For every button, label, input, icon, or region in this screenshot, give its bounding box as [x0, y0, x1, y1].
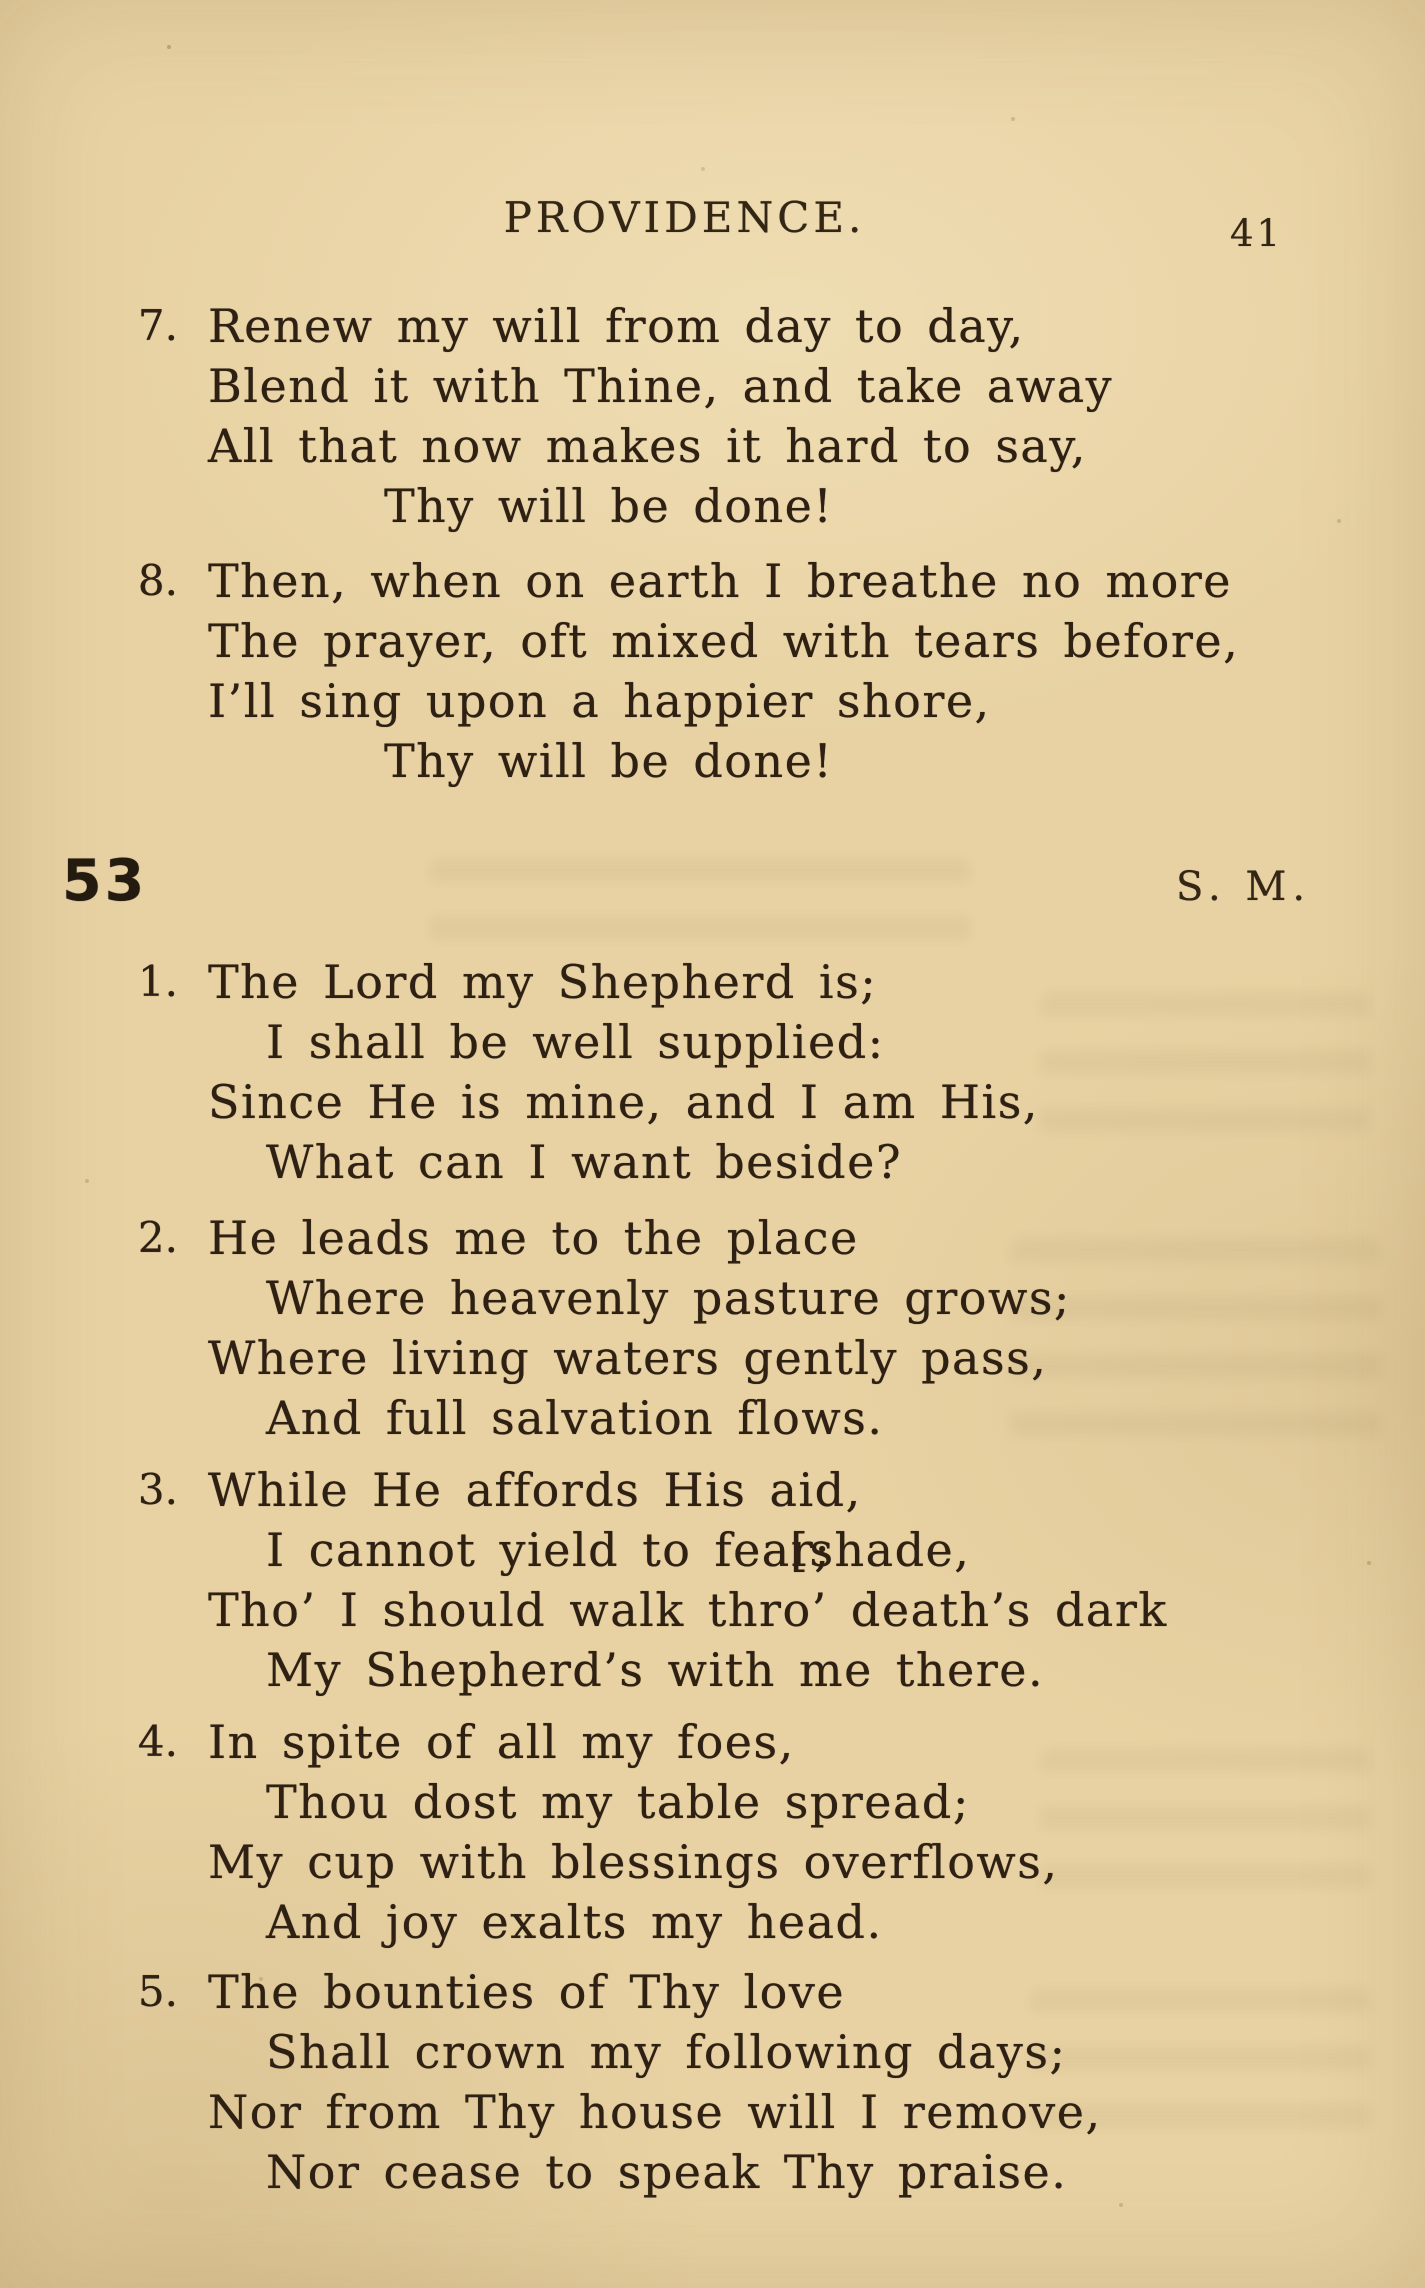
hymn-line-text: Shall crown my following days;	[266, 2025, 1067, 2079]
catchword: [shade,	[790, 1523, 971, 1577]
hymn-line	[0, 476, 1425, 536]
hymn-line-text: Where heavenly pasture grows;	[266, 1271, 1071, 1325]
hymn-heading	[0, 850, 1425, 922]
paper-specks	[0, 0, 2, 2]
hymn-line	[0, 731, 1425, 791]
hymn-line-text: Then, when on earth I breathe no more	[208, 554, 1232, 608]
hymn-line-text: While He affords His aid,	[208, 1463, 862, 1517]
stanza-number: 4.	[137, 1717, 178, 1766]
stanza-number: 7.	[137, 301, 178, 350]
hymn-line	[0, 2022, 1425, 2082]
hymn-line-text: I shall be well supplied:	[266, 1015, 885, 1069]
hymn-line	[0, 1772, 1425, 1832]
hymn-line	[0, 2142, 1425, 2202]
hymn-line	[0, 1012, 1425, 1072]
stanza-number: 3.	[137, 1465, 178, 1514]
hymn-line	[0, 611, 1425, 671]
hymn-line-text: Where living waters gently pass,	[208, 1331, 1048, 1385]
hymn-line-text: I cannot yield to fear;	[266, 1523, 832, 1577]
hymn-line	[0, 952, 1425, 1012]
hymn-line	[0, 551, 1425, 611]
stanza-number: 8.	[137, 556, 178, 605]
stanza-number: 2.	[137, 1213, 178, 1262]
hymn-line	[0, 1712, 1425, 1772]
page-number: 41	[1230, 212, 1284, 255]
hymn-line	[0, 1208, 1425, 1268]
stanza	[0, 1208, 1425, 1448]
hymn-line	[0, 1460, 1425, 1520]
hymn-line-text: My Shepherd’s with me there.	[266, 1643, 1045, 1697]
stanza-number: 1.	[137, 957, 178, 1006]
hymn-line-text: Renew my will from day to day,	[208, 299, 1025, 353]
hymn-number: 53	[62, 848, 148, 914]
stanza	[0, 296, 1425, 536]
hymn-line	[0, 1520, 1425, 1580]
hymn-line-text: Since He is mine, and I am His,	[208, 1075, 1039, 1129]
hymn-line	[0, 671, 1425, 731]
hymn-line-text: Thy will be done!	[384, 479, 834, 533]
stanza-number: 5.	[137, 1967, 178, 2016]
hymn-line	[0, 1132, 1425, 1192]
hymn-line	[0, 1072, 1425, 1132]
hymn-line-text: In spite of all my foes,	[208, 1715, 795, 1769]
section-header: PROVIDENCE.	[503, 193, 866, 242]
hymn-line	[0, 296, 1425, 356]
hymn-line-text: Tho’ I should walk thro’ death’s dark	[208, 1583, 1168, 1637]
hymn-line	[0, 1892, 1425, 1952]
hymn-line-text: The prayer, oft mixed with tears before,	[208, 614, 1240, 668]
hymn-line-text: And full salvation flows.	[266, 1391, 884, 1445]
hymn-meter: S. M.	[1176, 864, 1312, 910]
hymn-line	[0, 1580, 1425, 1640]
hymn-line-text: And joy exalts my head.	[266, 1895, 883, 1949]
hymn-line-text: Thy will be done!	[384, 734, 834, 788]
hymn-line	[0, 356, 1425, 416]
hymn-line-text: The bounties of Thy love	[208, 1965, 846, 2019]
stanza	[0, 952, 1425, 1192]
hymn-line-text: What can I want beside?	[266, 1135, 903, 1189]
stanza	[0, 551, 1425, 791]
stanza	[0, 1460, 1425, 1700]
hymn-line-text: He leads me to the place	[208, 1211, 859, 1265]
hymn-line	[0, 1268, 1425, 1328]
stanza	[0, 1962, 1425, 2202]
hymn-line	[0, 1640, 1425, 1700]
stanza	[0, 1712, 1425, 1952]
hymn-line-text: The Lord my Shepherd is;	[208, 955, 878, 1009]
hymn-line-text: Nor cease to speak Thy praise.	[266, 2145, 1068, 2199]
hymn-line	[0, 416, 1425, 476]
running-head	[0, 193, 1425, 255]
hymn-line	[0, 1388, 1425, 1448]
hymn-line-text: I’ll sing upon a happier shore,	[208, 674, 991, 728]
hymn-line-text: My cup with blessings overflows,	[208, 1835, 1059, 1889]
hymn-line-text: All that now makes it hard to say,	[208, 419, 1087, 473]
hymn-line	[0, 2082, 1425, 2142]
hymn-line-text: Blend it with Thine, and take away	[208, 359, 1114, 413]
hymn-line-text: Nor from Thy house will I remove,	[208, 2085, 1102, 2139]
hymn-line-text: Thou dost my table spread;	[266, 1775, 970, 1829]
hymn-line	[0, 1832, 1425, 1892]
hymn-line	[0, 1328, 1425, 1388]
hymn-line	[0, 1962, 1425, 2022]
